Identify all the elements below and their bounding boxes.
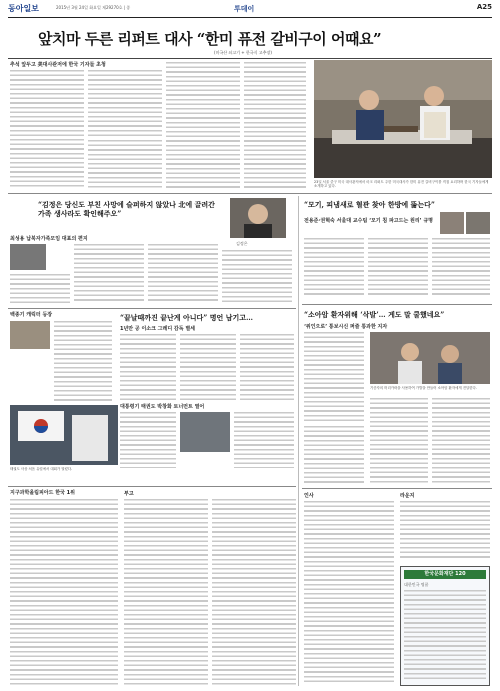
right-top-column-3 (432, 238, 490, 298)
obituary-column-2 (212, 499, 296, 685)
newspaper-logo: 동아일보 (8, 4, 39, 13)
divider (302, 488, 492, 489)
right-mid-column-3 (432, 398, 490, 484)
taekwondo-headline: 대통령기 태권도 박창화 토너먼트 열어 (120, 404, 205, 410)
lounge-label: 라운지 (400, 493, 415, 499)
right-top-column-2 (368, 238, 428, 298)
section-name: 투데이 (234, 5, 255, 13)
lead-column-4 (244, 62, 306, 188)
lead-photo (314, 60, 492, 178)
masthead (8, 3, 492, 18)
divider (8, 308, 296, 309)
haircut-caption: 기증자의 머리카락을 사용하여 가발을 만들어 소아암 환자에게 전달한다. (370, 386, 477, 390)
mid-story-headline: “끝날때까진 끝난게 아니다” 명언 남기고… (120, 313, 253, 322)
ad-box (400, 566, 490, 686)
small-left-column (54, 321, 112, 401)
taekwondo-column-2 (234, 412, 294, 468)
kim-story-sub: 최성용 납북자가족모임 대표의 편지 (10, 236, 88, 242)
kim-name-tag: 김정은 (236, 241, 248, 246)
ad-tag: 대한민국 명품 (404, 582, 429, 587)
bottom-left-headline: 지구과학올림피아드 한국 1위 (10, 490, 75, 496)
kim-column-1 (10, 274, 70, 304)
column-divider (298, 196, 299, 686)
haircut-photo (370, 332, 490, 384)
issue-date: 2015년 3월 24일 화요일 제29270호 | 종 (56, 5, 131, 10)
lead-subhead: (미국산 쇠고기 + 한국식 고추장) (214, 50, 272, 55)
appointments-column (304, 501, 394, 685)
kim-column-4 (222, 250, 292, 304)
lead-column-3 (166, 62, 240, 188)
mid-story-sub: 1년만 공 이소크 그레디 감독 별세 (120, 326, 195, 332)
author-photo (10, 244, 46, 270)
lead-column-1 (10, 70, 84, 188)
lead-photo-caption: 23일 서울 중구 미국 대사관저에서 마크 리퍼트 주한 미국대사가 한미 퓨전 갈비구이를 직접 요리하며 한국 기자들에게 소개하고 있다. (314, 180, 489, 189)
portrait-silhouette (230, 198, 286, 238)
ad-brand: 한국문화재단 120 (404, 570, 486, 579)
mid-column-2 (180, 334, 236, 402)
bottom-left-column (10, 499, 118, 685)
right-top-headline: “모기, 피냄새로 혈관 찾아 한방에 뚫는다” (304, 200, 435, 209)
right-top-sub: 전용준·권혁숙 서울대 교수팀 ‘모기 침 파고드는 원리’ 규명 (304, 218, 433, 224)
lead-column-2 (88, 70, 162, 136)
lounge-column (400, 501, 490, 561)
group-photo (180, 412, 230, 452)
kim-story-headline: “김정은 당신도 부친 사망에 슬퍼하지 않았나 北에 끌려간 가족 생사라도 확인해주오” (38, 200, 215, 218)
obituary-label: 부고 (124, 491, 134, 497)
taekwondo-photo (10, 405, 118, 465)
right-mid-column-2 (370, 398, 428, 484)
lead-headline: 앞치마 두른 리퍼트 대사 “한미 퓨전 갈비구이 어때요” (38, 30, 382, 48)
ad-body (404, 590, 486, 682)
right-top-column-1 (304, 238, 364, 298)
divider (302, 304, 492, 305)
mid-column-1 (120, 334, 176, 402)
haircut-illustration (370, 332, 490, 384)
kitchen-scene-illustration (314, 60, 492, 178)
divider (8, 193, 492, 194)
right-mid-column-4 (304, 426, 364, 484)
page-number: A25 (476, 3, 492, 11)
kim-portrait (230, 198, 286, 238)
mid-column-3 (240, 334, 294, 402)
appointments-label: 인사 (304, 493, 314, 499)
right-mid-sub: ‘위인으로’ 통보시신 퍼즐 통과한 지자 (304, 324, 388, 330)
right-mid-headline: “소아암 환자위해 ‘삭발’… 게도 말 쿨했네요” (304, 310, 445, 319)
flag-illustration (10, 405, 118, 465)
divider (8, 58, 492, 59)
small-left-headline: 백종기 캐릭터 등장 (10, 312, 53, 318)
taekwondo-photo-caption: 태권도 사상 처음 유럽에서 대회가 열렸다. (10, 467, 73, 471)
researcher-photo-2 (466, 212, 490, 234)
kim-column-3 (148, 244, 218, 304)
lead-kicker: 추석 앞두고 美대사관저에 한국 기자들 초청 (10, 62, 106, 68)
kim-column-2 (74, 244, 144, 304)
right-mid-column-1 (304, 332, 364, 422)
divider (8, 486, 296, 487)
character-photo (10, 321, 50, 349)
obituary-column-1 (124, 499, 208, 685)
lead-column-2b (88, 140, 162, 188)
researcher-photo-1 (440, 212, 464, 234)
taekwondo-column-1 (120, 412, 176, 468)
